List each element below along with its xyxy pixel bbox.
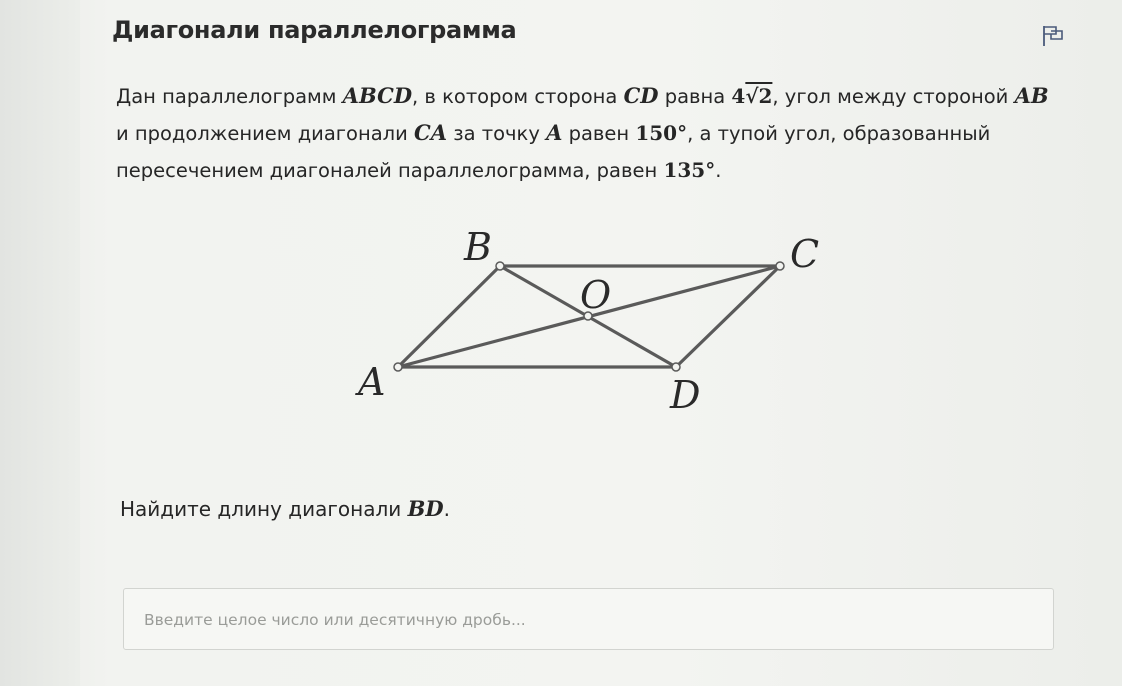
point-c [776, 262, 784, 270]
math-a: A [546, 120, 563, 145]
label-b: B [464, 225, 492, 269]
problem-line-1: Дан параллелограмм ABCD, в котором сторона CD равна 4√2, угол между стороной AB [116, 83, 1049, 108]
answer-input[interactable] [123, 588, 1054, 650]
label-a: A [358, 360, 386, 404]
math-angle-150: 150° [635, 121, 688, 145]
point-d [672, 363, 680, 371]
math-bd: BD [407, 496, 444, 521]
answer-placeholder: Введите целое число или десятичную дробь... [144, 611, 526, 629]
problem-text [116, 78, 1076, 189]
page-title: Диагонали параллелограмма [112, 16, 517, 44]
math-ca: CA [414, 120, 448, 145]
math-angle-135: 135° [663, 158, 716, 182]
problem-line-3: пересечением диагоналей параллелограмма, равен 135°. [116, 158, 722, 182]
flag-icon[interactable] [1040, 24, 1066, 48]
side-ab [398, 266, 500, 367]
math-length: 4√2 [731, 84, 773, 108]
label-d: D [670, 373, 701, 417]
question-text: Найдите длину диагонали BD. [120, 496, 450, 521]
math-abcd: ABCD [342, 83, 413, 108]
left-margin [0, 0, 80, 686]
label-o: O [580, 273, 612, 317]
math-cd: CD [623, 83, 659, 108]
label-c: C [790, 232, 820, 276]
point-a [394, 363, 402, 371]
math-ab: AB [1014, 83, 1049, 108]
point-b [496, 262, 504, 270]
problem-line-2: и продолжением диагонали CA за точку A равен 150°, а тупой угол, образованный [116, 120, 991, 145]
parallelogram-figure [300, 215, 860, 425]
